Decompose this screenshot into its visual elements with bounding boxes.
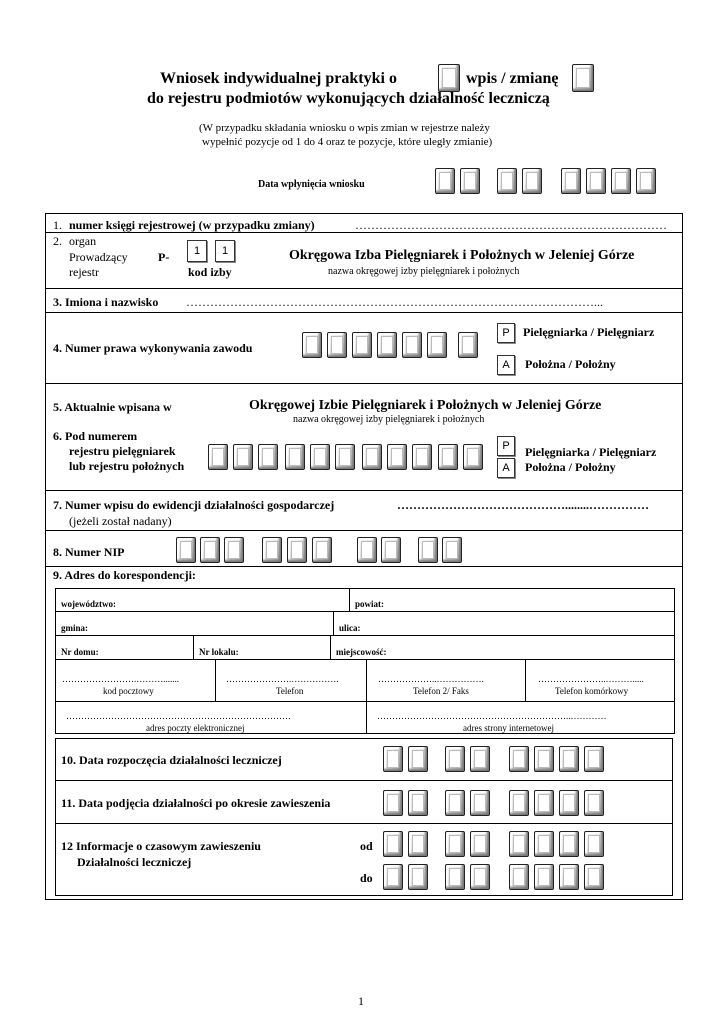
s5-caption: nazwa okręgowej izby pielęgniarek i położnych [293,414,485,425]
date-box[interactable] [534,831,554,857]
s6-l3: lub rejestru położnych [69,459,185,473]
register-box[interactable] [233,444,253,470]
checkbox-wpis[interactable] [438,64,460,92]
s12-od: od [360,839,373,853]
checkbox-zmiana[interactable] [572,64,594,92]
nip-box[interactable] [442,537,462,563]
note-line1: (W przypadku składania wniosku o wpis zmian w rejestrze należy [199,122,490,134]
date-box[interactable] [445,746,465,772]
date-box[interactable] [509,864,529,890]
date-box[interactable] [445,790,465,816]
website-input[interactable]: ………………………………………………………..………… [377,711,607,721]
s6-l1: 6. Pod numerem [53,429,138,443]
s5-label: 5. Aktualnie wpisana w [53,400,172,414]
postal-code-caption: kod pocztowy [103,686,154,696]
date-box[interactable] [509,790,529,816]
apartment-number-field[interactable]: Nr lokalu: [199,647,239,657]
register-box[interactable] [463,444,483,470]
s10-label: 10. Data rozpoczęcia działalności leczniczej [61,753,282,767]
date-box[interactable] [509,831,529,857]
s6-opt1: Pielęgniarka / Pielęgniarz [525,445,657,459]
receipt-date-label: Data wpłynięcia wniosku [258,179,365,190]
date-box[interactable] [522,168,542,194]
profession-a-box[interactable]: A [497,355,515,375]
phone-caption: Telefon [276,686,304,696]
city-field[interactable]: miejscowość: [336,647,387,657]
s2-prefix: P- [158,250,170,264]
date-box[interactable] [383,790,403,816]
date-box[interactable] [584,790,604,816]
date-box[interactable] [636,168,656,194]
date-box[interactable] [445,864,465,890]
s7-label: 7. Numer wpisu do ewidencji działalności gospodarczej [53,498,335,512]
register-box[interactable] [310,444,330,470]
date-box[interactable] [561,168,581,194]
county-field[interactable]: powiat: [355,599,384,609]
s3-label: 3. Imiona i nazwisko [53,295,159,309]
s7-input[interactable]: ……………………………………........…………… [397,498,649,512]
date-box[interactable] [445,831,465,857]
s7-sub: (jeżeli został nadany) [69,514,172,528]
phone2-caption: Telefon 2/ Faks [413,686,469,696]
date-box[interactable] [586,168,606,194]
nip-box[interactable] [418,537,438,563]
register-box[interactable] [285,444,305,470]
s8-label: 8. Numer NIP [53,545,125,559]
date-box[interactable] [408,864,428,890]
register-box[interactable] [362,444,382,470]
s4-opt1: Pielęgniarka / Pielęgniarz [523,325,655,339]
s2-chamber-caption: nazwa okręgowej izby pielęgniarek i położnych [328,266,520,277]
nip-box[interactable] [262,537,282,563]
mobile-caption: Telefon komórkowy [555,686,629,696]
s9-label: 9. Adres do korespondencji: [53,568,196,582]
license-box[interactable] [352,332,372,358]
chamber-code-digit-2[interactable]: 1 [215,240,235,262]
s6-a-box[interactable]: A [497,458,515,478]
date-box[interactable] [584,831,604,857]
postal-code-input[interactable]: …………………….………....... [62,674,179,684]
mobile-input[interactable]: …………………..………..... [538,674,644,684]
website-caption: adres strony internetowej [463,723,554,733]
register-box[interactable] [258,444,278,470]
house-number-field[interactable]: Nr domu: [61,647,99,657]
date-box[interactable] [559,831,579,857]
email-input[interactable]: ………………………………………………………………… [66,711,291,721]
s2-l2: Prowadzący [69,250,128,264]
s2-num: 2. [53,234,62,248]
s11-label: 11. Data podjęcia działalności po okresie zawieszenia [61,796,331,810]
voivodeship-field[interactable]: województwo: [61,599,116,609]
phone2-input[interactable]: ………………..……………. [378,674,484,684]
nip-box[interactable] [357,537,377,563]
nip-box[interactable] [287,537,307,563]
page-number: 1 [358,994,364,1008]
date-box[interactable] [497,168,517,194]
date-box[interactable] [383,831,403,857]
date-box[interactable] [383,864,403,890]
date-box[interactable] [584,864,604,890]
s1-input[interactable]: …………………………………………………………………… [355,218,667,232]
register-box[interactable] [438,444,458,470]
s6-opt2: Położna / Położny [525,460,616,474]
date-box[interactable] [534,790,554,816]
chamber-code-digit-1[interactable]: 1 [187,240,207,262]
s2-chamber-name: Okręgowa Izba Pielęgniarek i Położnych w Jeleniej Górze [289,248,635,263]
nip-box[interactable] [176,537,196,563]
nip-box[interactable] [381,537,401,563]
email-caption: adres poczty elektronicznej [146,723,245,733]
date-box[interactable] [470,831,490,857]
date-box[interactable] [470,864,490,890]
s6-p-box[interactable]: P [497,436,515,456]
phone-input[interactable]: ………………….……………. [226,674,339,684]
s12-l1: 12 Informacje o czasowym zawieszeniu [61,839,261,853]
license-box[interactable] [327,332,347,358]
s12-l2: Działalności leczniczej [77,855,192,869]
license-box[interactable] [427,332,447,358]
date-box[interactable] [559,864,579,890]
register-box[interactable] [335,444,355,470]
date-box[interactable] [460,168,480,194]
note-line2: wypełnić pozycje od 1 do 4 oraz te pozycje, które uległy zmianie) [202,136,493,148]
nip-box[interactable] [312,537,332,563]
date-box[interactable] [470,790,490,816]
s5-chamber-name: Okręgowej Izbie Pielęgniarek i Położnych w Jeleniej Górze [249,398,602,413]
date-box[interactable] [408,746,428,772]
register-box[interactable] [208,444,228,470]
commune-field[interactable]: gmina: [61,623,88,633]
license-box[interactable] [302,332,322,358]
title-line1b: wpis / zmianę [466,70,559,87]
street-field[interactable]: ulica: [339,623,361,633]
date-box[interactable] [534,746,554,772]
s2-l1: organ [69,234,97,248]
date-box[interactable] [584,746,604,772]
date-box[interactable] [408,790,428,816]
license-box[interactable] [458,332,478,358]
date-box[interactable] [534,864,554,890]
nip-box[interactable] [224,537,244,563]
s4-opt2: Położna / Położny [525,357,616,371]
s2-code-label: kod izby [188,265,232,279]
title-line2: do rejestru podmiotów wykonujących działalność leczniczą [147,90,550,107]
s2-l3: rejestr [69,265,99,279]
title-line1: Wniosek indywidualnej praktyki o [160,70,397,87]
date-box[interactable] [470,746,490,772]
s12-do: do [360,871,373,885]
s6-l2: rejestru pielęgniarek [69,444,176,458]
register-box[interactable] [412,444,432,470]
date-box[interactable] [408,831,428,857]
license-box[interactable] [377,332,397,358]
date-box[interactable] [559,746,579,772]
s4-label: 4. Numer prawa wykonywania zawodu [53,341,253,355]
date-box[interactable] [435,168,455,194]
s1-label: numer księgi rejestrowej (w przypadku zmiany) [69,218,315,232]
nip-box[interactable] [200,537,220,563]
date-box[interactable] [611,168,631,194]
s3-input[interactable]: …………………………………………………………………………………………... [186,295,603,309]
license-box[interactable] [402,332,422,358]
register-box[interactable] [387,444,407,470]
profession-p-box[interactable]: P [497,323,515,343]
date-box[interactable] [509,746,529,772]
date-box[interactable] [383,746,403,772]
s1-num: 1. [53,218,62,232]
date-box[interactable] [559,790,579,816]
